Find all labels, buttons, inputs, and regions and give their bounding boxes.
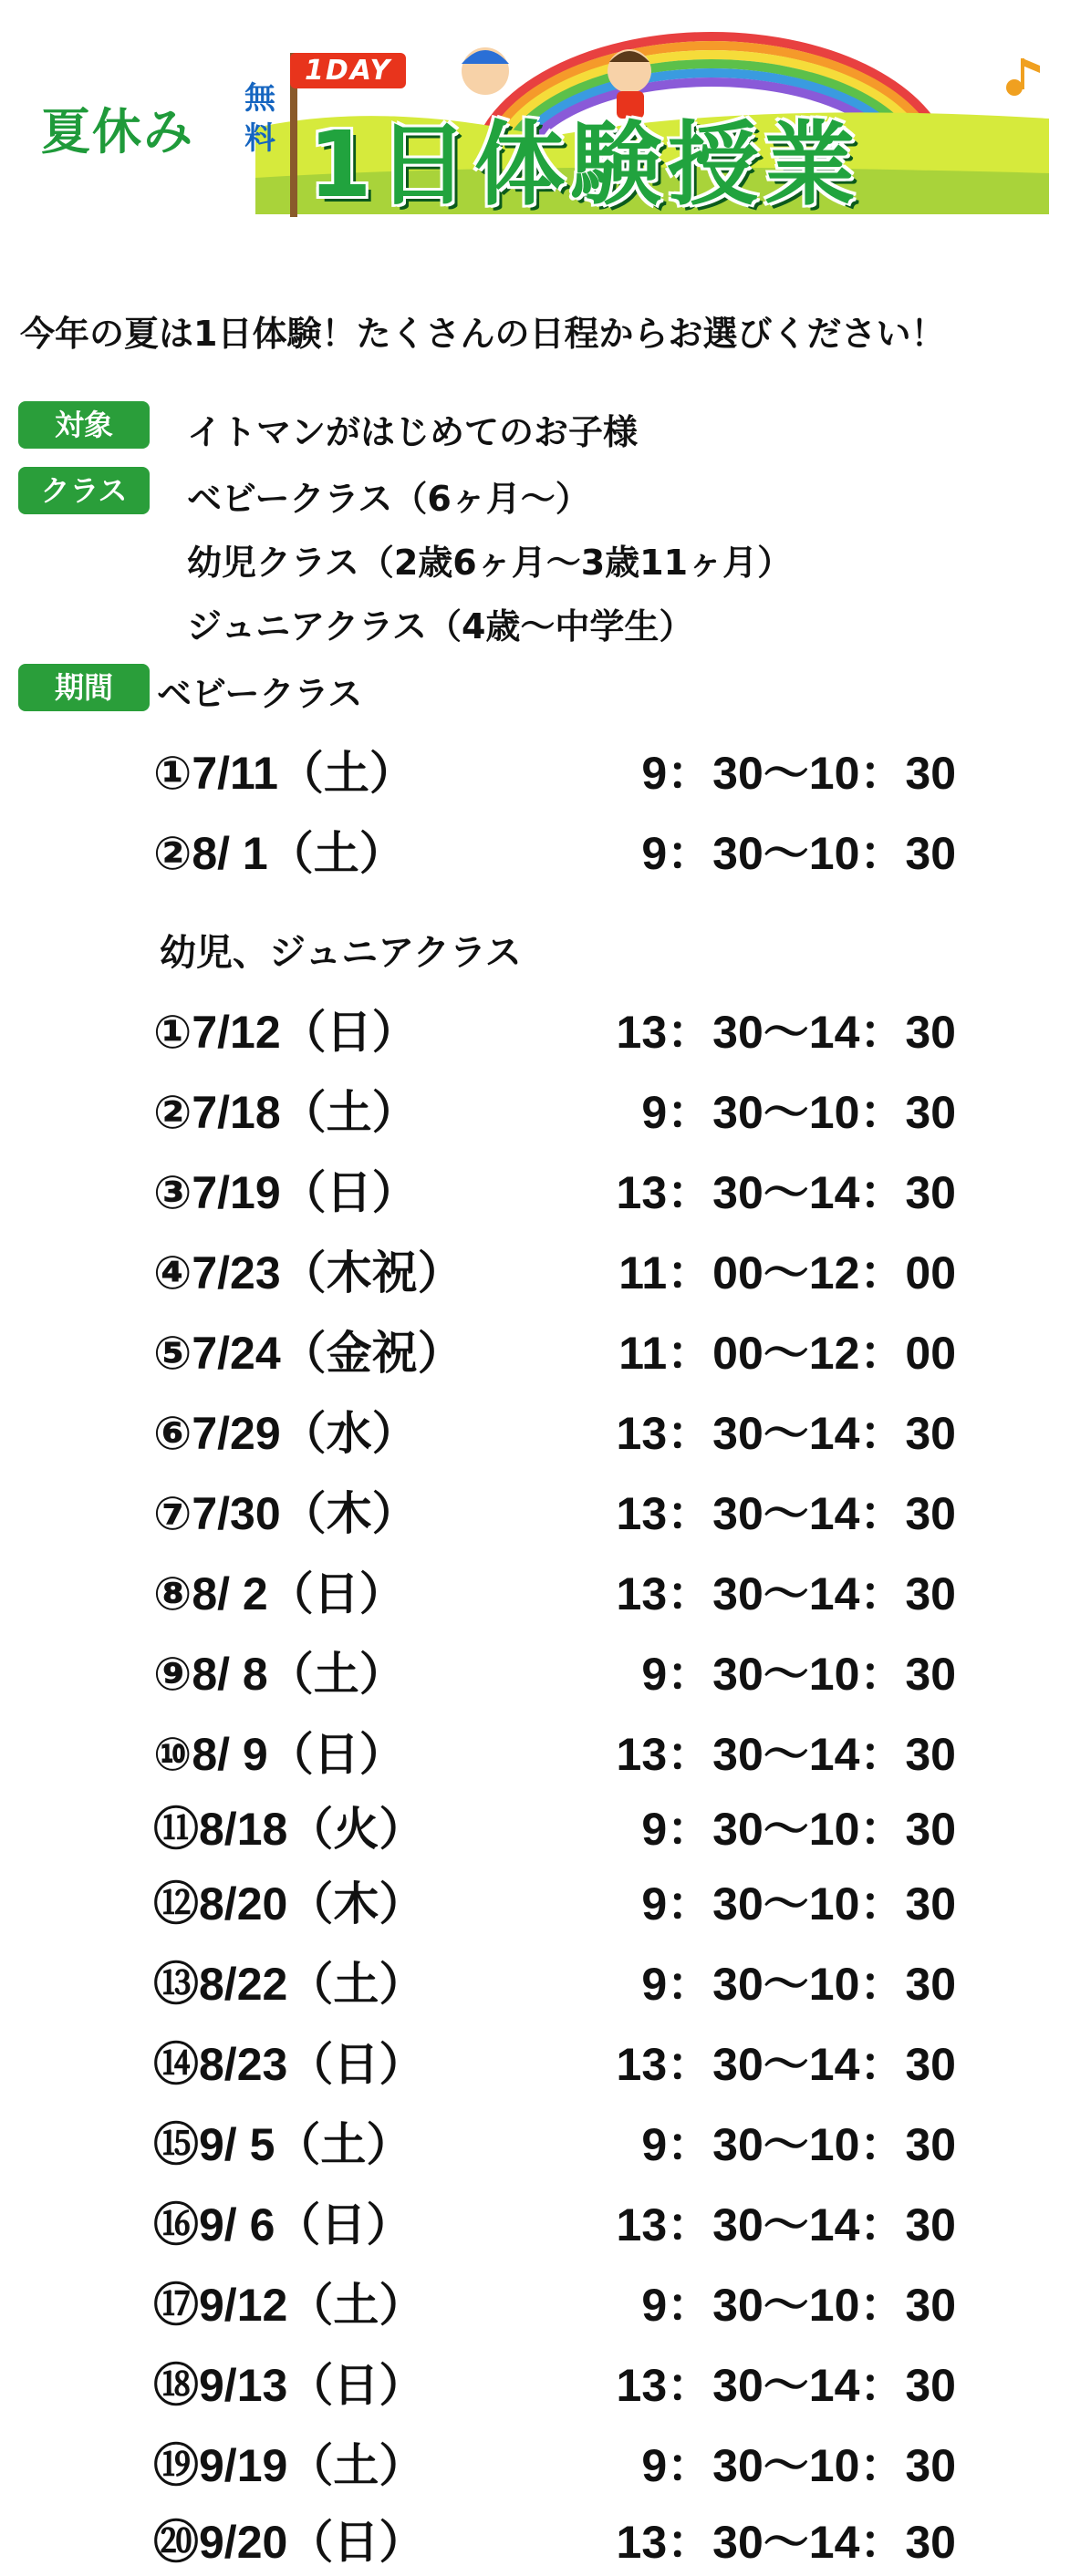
banner-main-title: 1日体験授業 xyxy=(308,111,861,218)
schedule-row xyxy=(153,1076,956,1142)
schedule-date: ⑯9/ 6（日） xyxy=(153,2199,412,2250)
target-text: イトマンがはじめてのお子様 xyxy=(187,412,639,452)
schedule-date: ⑤7/24（金祝） xyxy=(153,1328,463,1379)
schedule-date: ⑨8/ 8（土） xyxy=(153,1649,405,1700)
target-tag: 対象 xyxy=(18,401,150,449)
schedule-time: 9：30～10：30 xyxy=(641,1878,956,1929)
schedule-date: ②8/ 1（土） xyxy=(153,828,405,879)
schedule-date: ⑰9/12（土） xyxy=(153,2280,425,2331)
schedule-time: 9：30～10：30 xyxy=(641,2440,956,2491)
schedule-date: ③7/19（日） xyxy=(153,1167,418,1218)
schedule-row xyxy=(153,1718,956,1784)
banner-free-label: 無料 xyxy=(244,80,275,157)
schedule-row xyxy=(153,1397,956,1463)
schedule-date: ⑩8/ 9（日） xyxy=(153,1729,405,1780)
schedule-date: ⑭8/23（日） xyxy=(153,2039,425,2090)
schedule-time: 13：30～14：30 xyxy=(616,1167,956,1218)
schedule-date: ⑪8/18（火） xyxy=(153,1804,425,1855)
banner-1day-badge: 1DAY xyxy=(290,53,406,88)
schedule-date: ⑬8/22（土） xyxy=(153,1959,425,2010)
schedule-time: 13：30～14：30 xyxy=(616,1568,956,1619)
schedule-row xyxy=(153,1638,956,1703)
schedule-time: 9：30～10：30 xyxy=(641,1959,956,2010)
schedule-date: ⑦7/30（木） xyxy=(153,1488,418,1539)
schedule-date: ②7/18（土） xyxy=(153,1087,418,1138)
schedule-time: 11：00～12：00 xyxy=(618,1328,956,1379)
schedule-row xyxy=(153,737,956,802)
schedule-row xyxy=(153,817,956,883)
schedule-row xyxy=(153,2028,956,2094)
schedule-date: ①7/11（土） xyxy=(153,748,415,799)
schedule-row xyxy=(153,996,956,1061)
schedule-time: 13：30～14：30 xyxy=(616,1007,956,1058)
schedule-row xyxy=(153,2108,956,2174)
schedule-time: 13：30～14：30 xyxy=(616,2517,956,2568)
schedule-row xyxy=(153,2506,956,2571)
schedule-row xyxy=(153,2349,956,2415)
schedule-time: 13：30～14：30 xyxy=(616,2360,956,2411)
header-banner xyxy=(0,0,1070,237)
schedule-time: 13：30～14：30 xyxy=(616,1408,956,1459)
schedule-time: 9：30～10：30 xyxy=(641,748,956,799)
schedule-date: ⑧8/ 2（日） xyxy=(153,1568,405,1619)
intro-text: 今年の夏は1日体験！たくさんの日程からお選びください！ xyxy=(20,314,946,354)
schedule-date: ⑱9/13（日） xyxy=(153,2360,425,2411)
schedule-time: 9：30～10：30 xyxy=(641,828,956,879)
schedule-row xyxy=(153,1557,956,1623)
schedule-date: ①7/12（日） xyxy=(153,1007,418,1058)
class-item-junior: ジュニアクラス（4歳～中学生） xyxy=(187,606,694,647)
schedule-row xyxy=(153,2188,956,2254)
schedule-time: 13：30～14：30 xyxy=(616,1729,956,1780)
schedule-time: 9：30～10：30 xyxy=(641,1087,956,1138)
baby-class-heading: ベビークラス xyxy=(157,674,363,714)
schedule-date: ⑫8/20（木） xyxy=(153,1878,425,1929)
junior-class-heading: 幼児、ジュニアクラス xyxy=(160,932,522,974)
schedule-time: 9：30～10：30 xyxy=(641,1649,956,1700)
schedule-row xyxy=(153,1317,956,1382)
schedule-row xyxy=(153,1156,956,1222)
schedule-row xyxy=(153,1793,956,1858)
period-tag: 期間 xyxy=(18,664,150,711)
schedule-time: 13：30～14：30 xyxy=(616,2199,956,2250)
schedule-row xyxy=(153,1867,956,1933)
schedule-row xyxy=(153,1236,956,1302)
schedule-date: ⑮9/ 5（土） xyxy=(153,2119,412,2170)
schedule-date: ⑲9/19（土） xyxy=(153,2440,425,2491)
schedule-date: ⑥7/29（水） xyxy=(153,1408,418,1459)
schedule-date: ⑳9/20（日） xyxy=(153,2517,425,2568)
schedule-time: 11：00～12：00 xyxy=(618,1247,956,1298)
class-tag: クラス xyxy=(18,467,150,514)
music-note-icon xyxy=(1006,58,1040,96)
class-item-toddler: 幼児クラス（2歳6ヶ月～3歳11ヶ月） xyxy=(187,543,793,583)
schedule-time: 9：30～10：30 xyxy=(641,2119,956,2170)
schedule-row xyxy=(153,1477,956,1543)
schedule-row xyxy=(153,2269,956,2334)
schedule-time: 13：30～14：30 xyxy=(616,1488,956,1539)
banner-title-summer: 夏休み xyxy=(41,103,194,160)
schedule-row xyxy=(153,2429,956,2495)
schedule-time: 13：30～14：30 xyxy=(616,2039,956,2090)
schedule-date: ④7/23（木祝） xyxy=(153,1247,463,1298)
class-item-baby: ベビークラス（6ヶ月～） xyxy=(187,479,590,519)
schedule-time: 9：30～10：30 xyxy=(641,1804,956,1855)
schedule-row xyxy=(153,1948,956,2013)
schedule-time: 9：30～10：30 xyxy=(641,2280,956,2331)
